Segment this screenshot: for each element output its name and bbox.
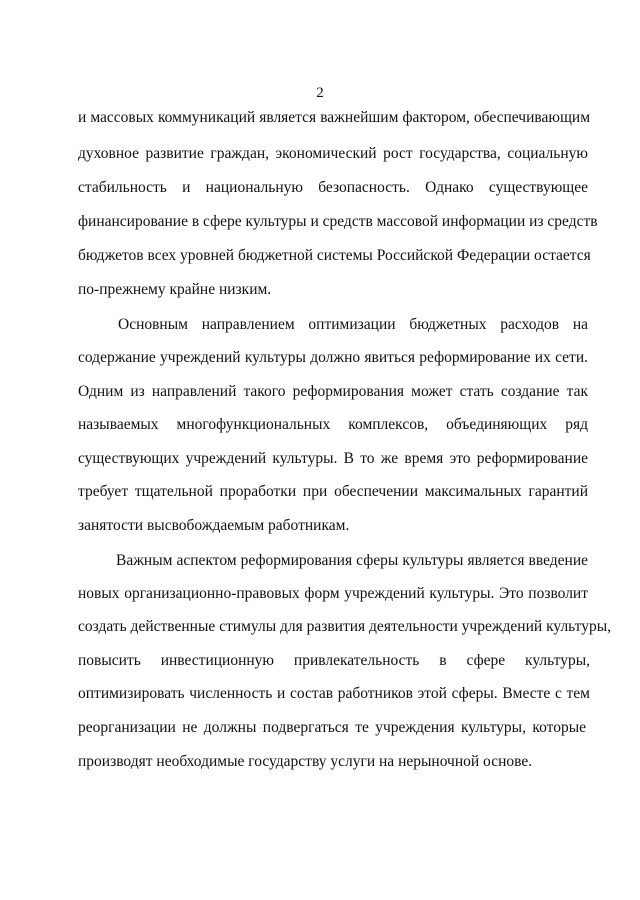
paragraph-line: Основным направлением оптимизации бюджетных расходов на xyxy=(118,316,588,333)
paragraph-line: и массовых коммуникаций является важнейшим фактором, обеспечивающим xyxy=(78,109,590,126)
paragraph-line: духовное развитие граждан, экономический рост государства, социальную xyxy=(78,145,588,162)
paragraph-line: бюджетов всех уровней бюджетной системы Российской Федерации остается xyxy=(78,247,591,264)
paragraph-line: существующих учреждений культуры. В то же время это реформирование xyxy=(78,450,588,467)
page-number: 2 xyxy=(316,85,324,101)
paragraph-line: стабильность и национальную безопасность. Однако существующее xyxy=(78,179,588,196)
paragraph-line: производят необходимые государству услуги на нерыночной основе. xyxy=(78,753,533,770)
paragraph-line: финансирование в сфере культуры и средств массовой информации из средств xyxy=(78,213,598,230)
paragraph-line: требует тщательной проработки при обеспечении максимальных гарантий xyxy=(78,483,588,500)
paragraph-line: называемых многофункциональных комплексов, объединяющих ряд xyxy=(78,416,588,433)
paragraph-line: Одним из направлений такого реформирования может стать создание так xyxy=(78,383,588,400)
paragraph-line: Важным аспектом реформирования сферы культуры является введение xyxy=(116,552,588,569)
paragraph-line: занятости высвобождаемым работникам. xyxy=(78,517,350,534)
paragraph-line: новых организационно-правовых форм учреждений культуры. Это позволит xyxy=(78,585,588,602)
paragraph-line: реорганизации не должны подвергаться те учреждения культуры, которые xyxy=(78,719,586,736)
paragraph-line: создать действенные стимулы для развития деятельности учреждений культуры, xyxy=(78,618,612,635)
paragraph-line: по-прежнему крайне низким. xyxy=(78,281,272,298)
paragraph-line: повысить инвестиционную привлекательность в сфере культуры, xyxy=(78,652,590,669)
paragraph-line: содержание учреждений культуры должно явиться реформирование их сети. xyxy=(78,349,588,366)
paragraph-line: оптимизировать численность и состав работников этой сферы. Вместе с тем xyxy=(78,685,590,702)
